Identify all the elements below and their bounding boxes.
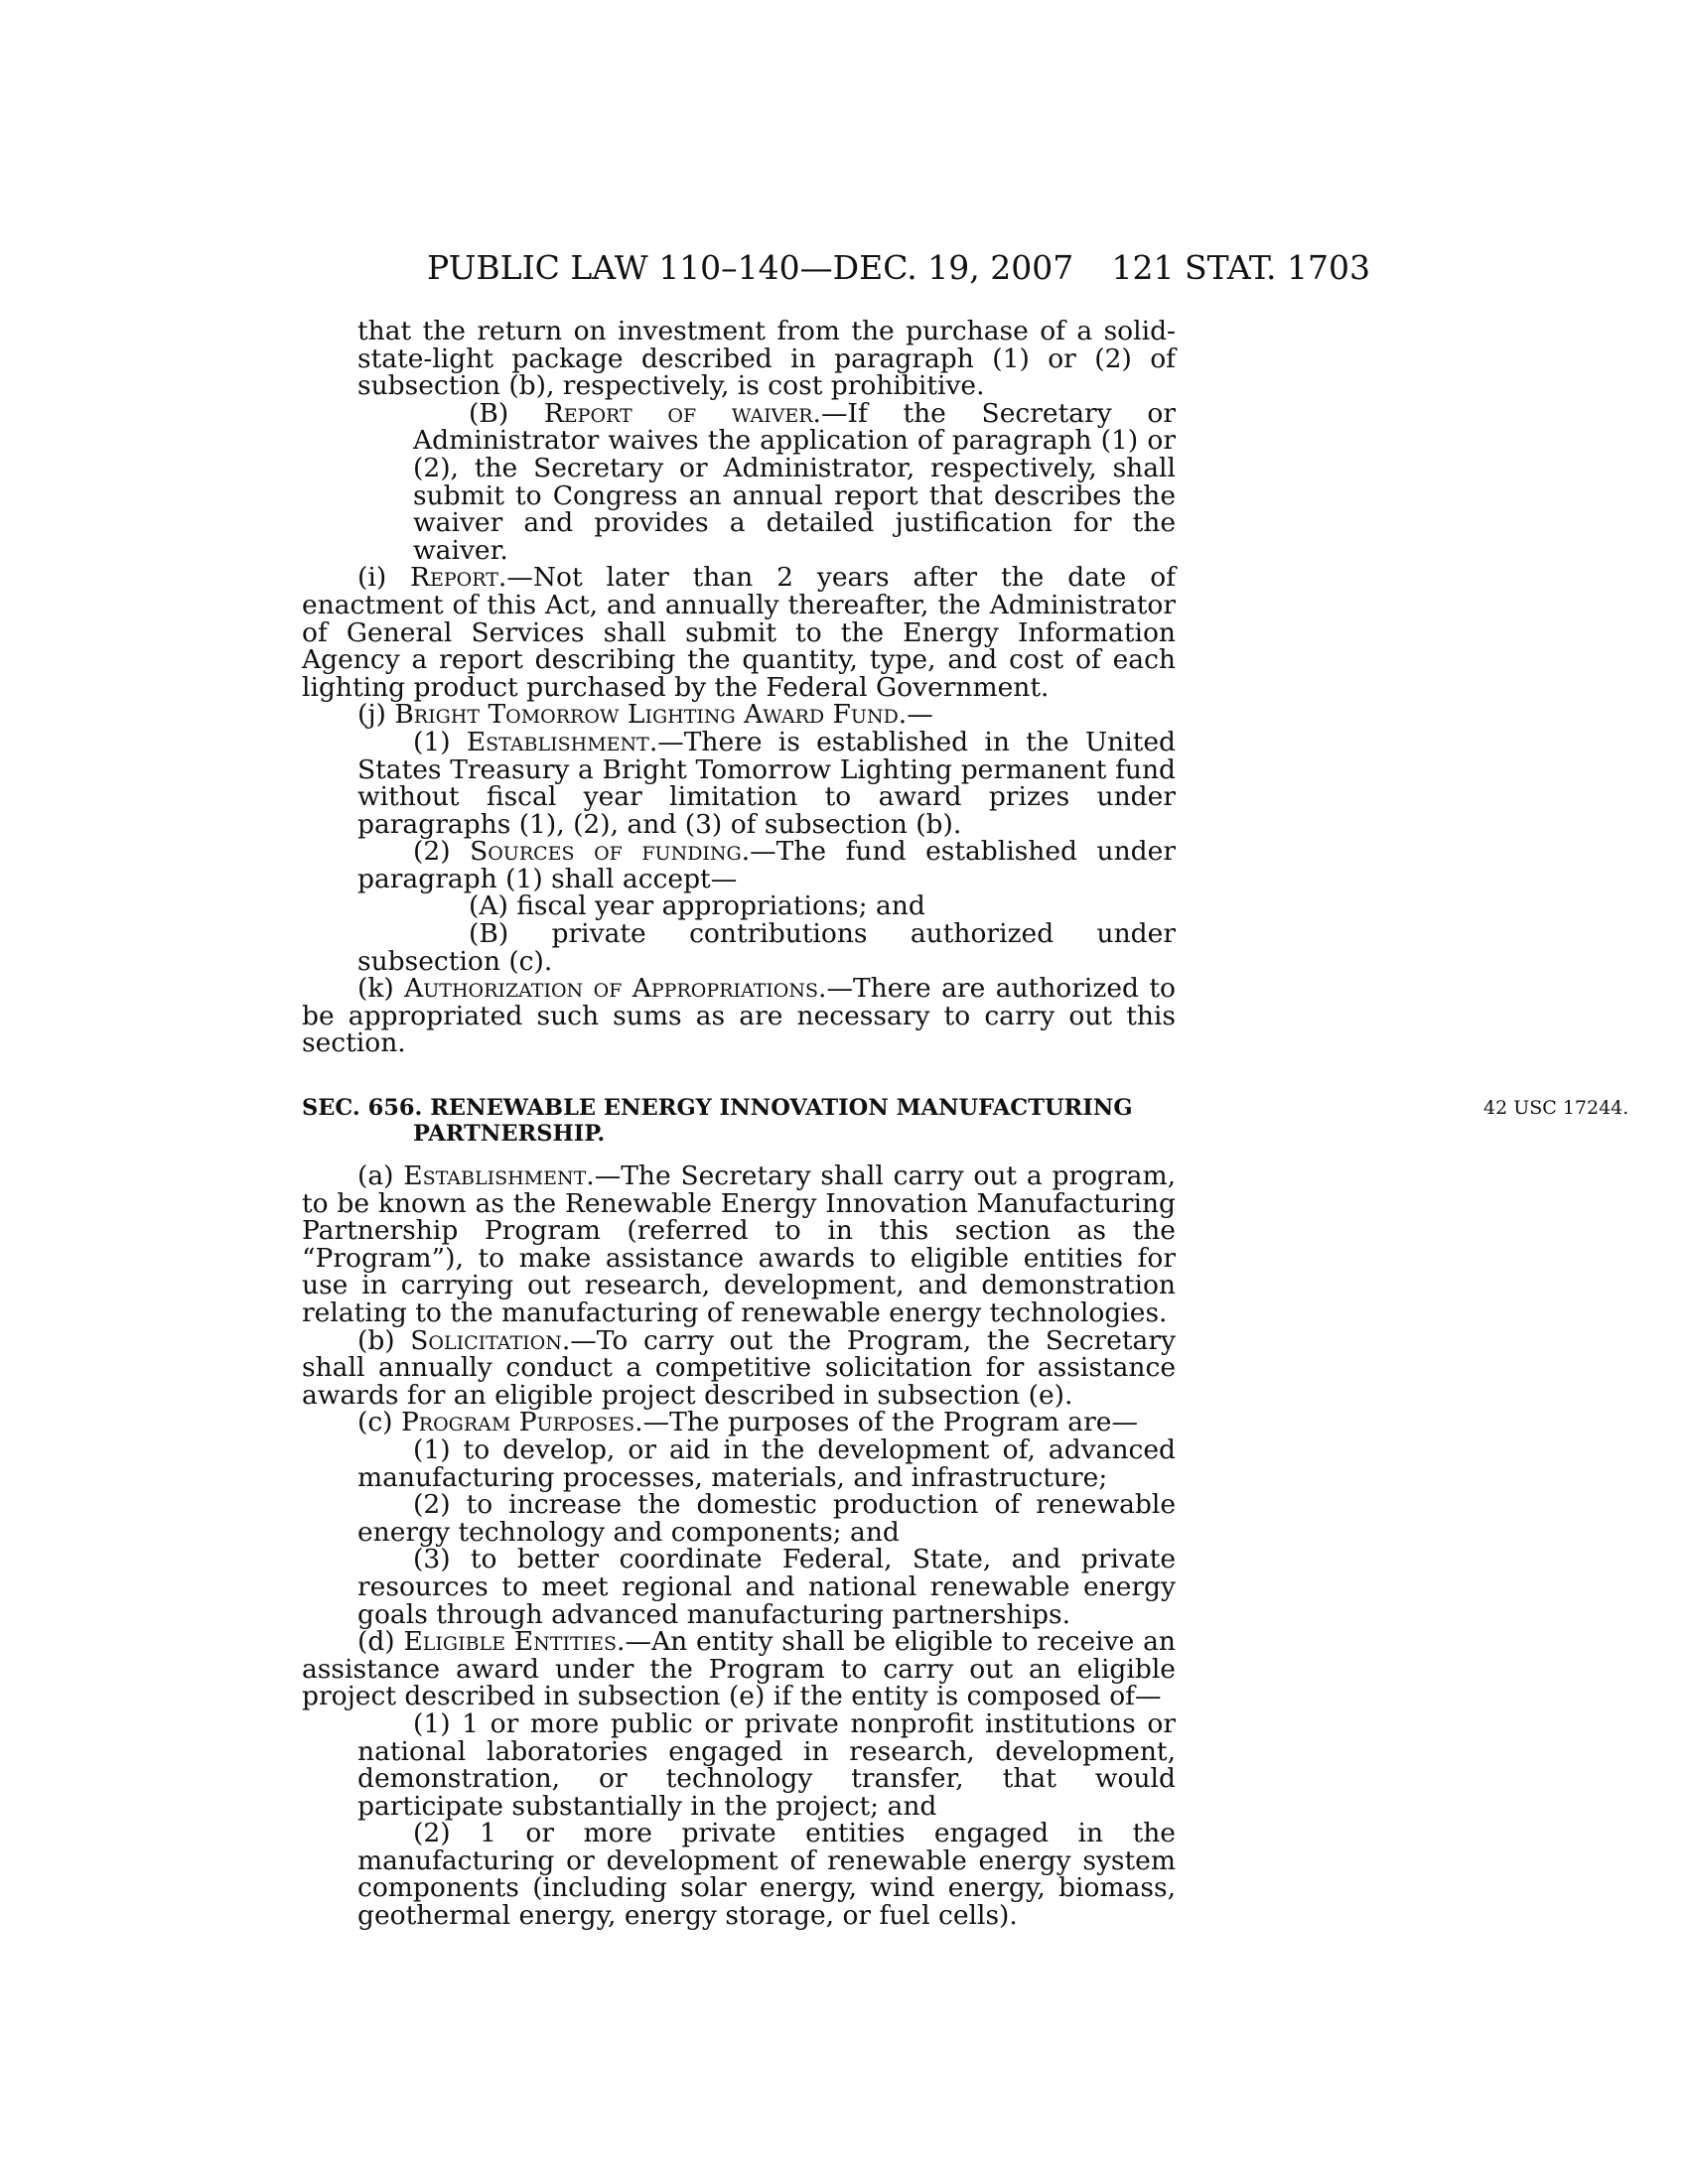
paragraph-c-program-purposes: (c) Program Purposes.—The purposes of the Program are—: [357, 1407, 1138, 1438]
paragraph-j1-establishment: (1) Establishment.—There is established in the United States Treasury a Bright Tomorrow Lighting permanent fund without fiscal year limitation to award prizes under paragraphs (1), (2), and (3) of subsection (b).: [357, 726, 1176, 840]
header-stat-page: 121 STAT. 1703: [1111, 248, 1370, 287]
paragraph-d-eligible-entities: (d) Eligible Entities.—An entity shall be eligible to receive an assistance award under the Program to carry out an eligible project described in subsection (e) if the entity is composed of—: [302, 1626, 1176, 1712]
paragraph-c2: (2) to increase the domestic production of renewable energy technology and components; and: [357, 1489, 1176, 1548]
paragraph-c1: (1) to develop, or aid in the development of, advanced manufacturing processes, materials, and infrastructure;: [357, 1433, 1176, 1493]
paragraph-d2: (2) 1 or more private entities engaged in the manufacturing or development of renewable energy system components (including solar energy, wind energy, biomass, geothermal energy, energy storage, or fuel cells).: [357, 1818, 1176, 1932]
paragraph-j2-sources-of-funding: (2) Sources of funding.—The fund established under paragraph (1) shall accept—: [357, 836, 1176, 894]
paragraph-i-report: (i) Report.—Not later than 2 years after the date of enactment of this Act, and annually thereafter, the Administrator of General Services shall submit to the Energy Information Agency a report describing the quantity, type, and cost of each lighting product purchased by the Federal Government.: [302, 562, 1176, 703]
section-heading: SEC. 656. RENEWABLE ENERGY INNOVATION MANUFACTURING PARTNERSHIP. 42 USC 17244.: [302, 1095, 1629, 1148]
page-header: [427, 250, 1370, 290]
paragraph-cost-prohibitive: that the return on investment from the purchase of a solid-state-light package described in paragraph (1) or (2) of subsection (b), respectively, is cost prohibitive.: [357, 316, 1176, 402]
paragraph-a-establishment: (a) Establishment.—The Secretary shall carry out a program, to be known as the Renewable Energy Innovation Manufacturing Partnership Program (referred to in this section as the “Program”), to make assistance awards to eligible entities for use in carrying out research, development, and demonstration relating to the manufacturing of renewable energy technologies.: [302, 1160, 1177, 1328]
paragraph-k-authorization: (k) Authorization of Appropriations.—There are authorized to be appropriated such sums as are necessary to carry out this section.: [302, 973, 1176, 1059]
paragraph-j-award-fund: (j) Bright Tomorrow Lighting Award Fund.—: [357, 699, 933, 731]
paragraph-j2a: (A) fiscal year appropriations; and: [469, 890, 925, 922]
paragraph-b-solicitation: (b) Solicitation.—To carry out the Program, the Secretary shall annually conduct a competitive solicitation for assistance awards for an eligible project described in subsection (e).: [302, 1324, 1176, 1411]
paragraph-d1: (1) 1 or more public or private nonprofit institutions or national laboratories engaged in research, development, demonstration, or technology transfer, that would participate substantially in the project; and: [357, 1707, 1176, 1822]
document-body: [302, 316, 1629, 1932]
paragraph-c3: (3) to better coordinate Federal, State, and private resources to meet regional and national renewable energy goals through advanced manufacturing partnerships.: [357, 1544, 1176, 1630]
paragraph-report-of-waiver: (B) Report of waiver.—If the Secretary or Administrator waives the application of paragraph (1) or (2), the Secretary or Administrator, respectively, shall submit to Congress an annual report that describes the waiver and provides a detailed justification for the waiver.: [413, 397, 1176, 566]
paragraph-j2b: (B) private contributions authorized under subsection (c).: [357, 918, 1176, 977]
margin-note-usc: 42 USC 17244.: [1483, 1097, 1629, 1120]
header-law-citation: PUBLIC LAW 110–140—DEC. 19, 2007: [427, 248, 1074, 287]
